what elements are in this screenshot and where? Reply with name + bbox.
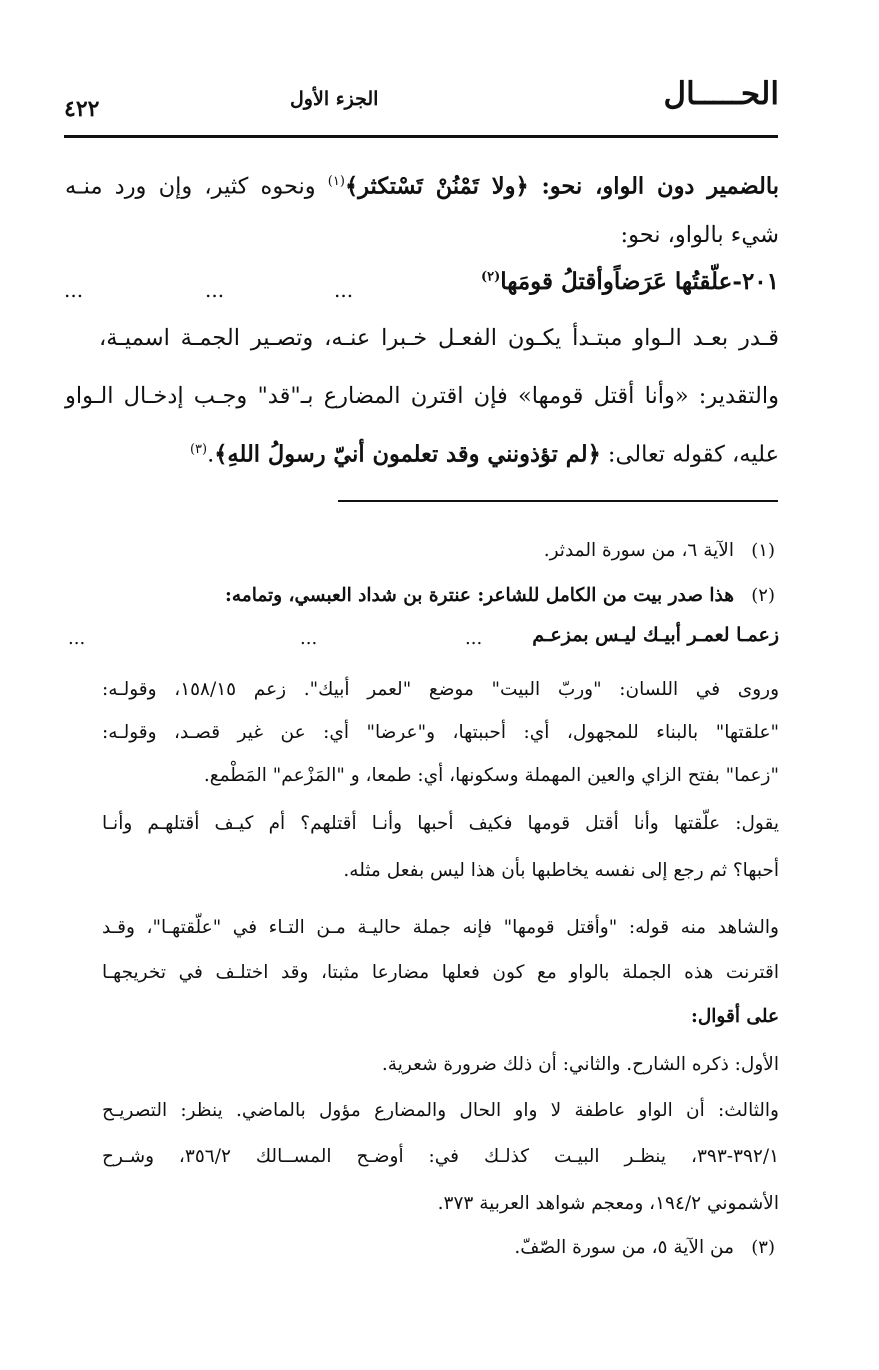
footnote-2-line-6: يقول: علّقتها وأنا أقتل قومها فكيف أحبها وأنـا أقتلهم؟ أم كيـف أقتلهـم وأنـا	[102, 813, 779, 834]
body-line-6-end: .	[207, 441, 215, 468]
footnote-2-line-10: على أقوال:	[691, 1006, 779, 1027]
footnote-2-verse: زعمـا لعمـر أبيـك ليـس بمزعـم	[532, 624, 779, 646]
footnote-ref-2: (٢)	[480, 269, 501, 285]
body-line-6-text: عليه، كقوله تعالى:	[600, 441, 779, 468]
body-line-1-tail: ونحوه كثير، وإن ورد منـه	[65, 173, 328, 200]
part-label: الجزء الأول	[290, 88, 379, 110]
verse-201	[481, 268, 779, 295]
footnote-2-line-1: هذا صدر بيت من الكامل للشاعر: عنترة بن شداد العبسي، وتمامه:	[225, 585, 734, 606]
body-line-1-text: بالضمير دون الواو، نحو: ﴿ولا تَمْنُنْ تَسْتكثر﴾	[344, 173, 779, 200]
footnote-2-line-9: اقترنت هذه الجملة بالواو مع كون فعلها مضارعا مثبتا، وقد اختلـف في تخريجهـا	[102, 962, 779, 983]
body-line-2: شيء بالواو، نحو:	[620, 222, 779, 248]
footnote-2-number: (٢)	[751, 585, 775, 606]
verse-dots-2: ...	[205, 278, 225, 302]
footnote-2-line-13: ٣٩٢/١-٣٩٣، ينظـر البيـت كذلـك في: أوضـح المســالك ٣٥٦/٢، وشـرح	[102, 1146, 780, 1167]
quran-quote: ﴿لم تؤذونني وقد تعلمون أنيّ رسولُ اللهِ﴾	[214, 441, 601, 468]
footnote-3-number: (٣)	[751, 1237, 775, 1258]
footnote-2-line-11: الأول: ذكره الشارح. والثاني: أن ذلك ضرورة شعرية.	[381, 1054, 779, 1075]
footnote-ref-3: (٣)	[189, 442, 208, 457]
verse-201-text: ٢٠١-علّقتُها عَرَضاًوأقتلُ قومَها	[500, 268, 779, 295]
footnote-3-text: من الآية ٥، من سورة الصّفّ.	[514, 1237, 734, 1258]
footnote-2-line-7: أحبها؟ ثم رجع إلى نفسه يخاطبها بأن هذا ليس بفعل مثله.	[343, 860, 779, 881]
page-number: ٤٢٢	[64, 96, 100, 122]
footnote-1-number: (١)	[751, 540, 775, 561]
footnote-1-text: الآية ٦، من سورة المدثر.	[543, 540, 734, 561]
footnote-ref-1: (١)	[327, 174, 345, 189]
footnote-2-dots-2: ...	[300, 628, 318, 649]
footnote-2-line-4: "علقتها" بالبناء للمجهول، أي: أحببتها، و"عرضا" أي: عن غير قصـد، وقولـه:	[102, 722, 779, 743]
footnote-2-dots-3: ...	[68, 628, 86, 649]
footnote-2-line-12: والثالث: أن الواو عاطفة لا واو الحال والمضارع مؤول بالماضي. ينظر: التصريـح	[102, 1100, 779, 1121]
body-line-1	[65, 162, 779, 207]
footnote-2-line-14: الأشموني ١٩٤/٢، ومعجم شواهد العربية ٣٧٣.	[437, 1193, 779, 1214]
footnote-separator	[338, 500, 778, 502]
verse-dots-1: ...	[334, 278, 354, 302]
footnote-2-line-3: وروى في اللسان: "وربّ البيت" موضع "لعمر أبيك". زعم ١٥٨/١٥، وقولـه:	[102, 679, 779, 700]
footnote-2-line-5: "زعما" بفتح الزاي والعين المهملة وسكونها، أي: طمعا، و "المَزْعم" المَطْمع.	[203, 765, 779, 786]
body-line-6	[65, 430, 779, 475]
verse-dots-3: ...	[64, 278, 84, 302]
body-line-5: والتقدير: «وأنا أقتل قومها» فإن اقترن المضارع بـ"قد" وجـب إدخـال الـواو	[65, 383, 779, 409]
header-rule	[64, 135, 778, 138]
footnote-2-dots-1: ...	[465, 628, 483, 649]
chapter-title: الحـــــال	[663, 76, 779, 112]
footnote-2-line-8: والشاهد منه قوله: "وأقتل قومها" فإنه جملة حاليـة مـن التـاء في "علّقتهـا"، وقـد	[102, 917, 779, 938]
body-line-4: قـدر بعـد الـواو مبتـدأ يكـون الفعـل خـبرا عنـه، وتصـير الجمـة اسميـة،	[99, 325, 779, 351]
